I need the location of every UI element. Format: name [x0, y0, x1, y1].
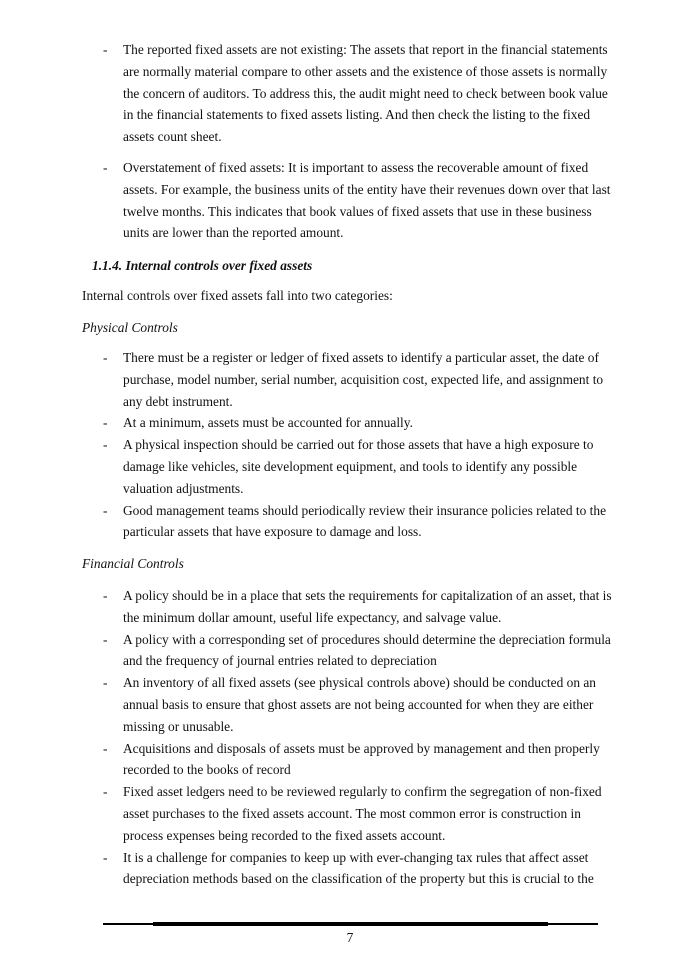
dash-bullet: - — [103, 740, 108, 756]
list-item — [0, 585, 700, 629]
fixed-asset-risks-list — [0, 39, 700, 244]
intro-paragraph: Internal controls over fixed assets fall into two categories: — [82, 288, 393, 303]
list-item — [0, 412, 700, 434]
physical-controls-title: Physical Controls — [82, 320, 178, 335]
dash-bullet: - — [103, 502, 108, 518]
dash-bullet: - — [103, 437, 108, 453]
list-item-text: Overstatement of fixed assets: It is important to assess the recoverable amount of fixed assets. For example, the business units of the entity have their revenues down over that last twelve months. This indicates that book values of fixed assets that use in these business units are lower than the reported amount. — [123, 159, 611, 241]
list-item — [0, 672, 700, 737]
list-item — [0, 157, 700, 244]
dash-bullet: - — [103, 42, 108, 57]
financial-controls-title: Financial Controls — [82, 556, 184, 571]
list-item — [0, 629, 700, 673]
dash-bullet: - — [103, 631, 108, 647]
physical-controls-list — [0, 347, 700, 543]
list-item — [0, 347, 700, 412]
dash-bullet: - — [103, 849, 108, 865]
page-number: 7 — [346, 930, 354, 945]
dash-bullet: - — [103, 588, 108, 603]
financial-controls-list — [0, 585, 700, 890]
list-item-text: Good management teams should periodically review their insurance policies related to the particular assets that have exposure to damage and loss. — [123, 502, 607, 540]
footer-rule — [103, 923, 598, 925]
list-item-text: A physical inspection should be carried out for those assets that have a high exposure to damage like vehicles, site development equipment, and tools to identify any possible valuation adjustments. — [123, 437, 594, 496]
list-item-text: At a minimum, assets must be accounted for annually. — [123, 415, 413, 431]
list-item — [0, 781, 700, 846]
dash-bullet: - — [103, 675, 108, 691]
list-item — [0, 500, 700, 544]
list-item-text: A policy should be in a place that sets the requirements for capitalization of an asset, that is the minimum dollar amount, useful life expectancy, and salvage value. — [123, 588, 612, 625]
list-item — [0, 434, 700, 499]
list-item-text: It is a challenge for companies to keep up with ever-changing tax rules that affect asset depreciation methods based on the classification of the property but this is crucial to the — [123, 849, 594, 887]
list-item — [0, 39, 700, 148]
list-item-text: There must be a register or ledger of fixed assets to identify a particular asset, the date of purchase, model number, serial number, acquisition cost, expected life, and assignment to any debt instrument. — [123, 350, 604, 409]
list-item-text: Acquisitions and disposals of assets must be approved by management and then properly recorded to the books of record — [123, 740, 600, 778]
list-item-text: An inventory of all fixed assets (see physical controls above) should be conducted on an annual basis to ensure that ghost assets are not being accounted for when they are either missing or unusable. — [123, 675, 597, 734]
list-item-text: The reported fixed assets are not existing: The assets that report in the financial statements are normally material compare to other assets and the existence of those assets is normally the concern of auditors. To address this, the audit might need to check between book value in the financial statements to fixed assets listing. And then check the listing to the fixed assets count sheet. — [123, 42, 608, 145]
dash-bullet: - — [103, 159, 108, 175]
list-item — [0, 738, 700, 782]
dash-bullet: - — [103, 784, 108, 800]
footer-rule-thick — [153, 922, 548, 926]
dash-bullet: - — [103, 350, 108, 365]
list-item — [0, 847, 700, 891]
list-item-text: A policy with a corresponding set of procedures should determine the depreciation formula and the frequency of journal entries related to depreciation — [123, 631, 611, 669]
list-item-text: Fixed asset ledgers need to be reviewed regularly to confirm the segregation of non-fixed asset purchases to the fixed assets account. The most common error is construction in process expenses being recorded to the fixed assets account. — [123, 784, 602, 843]
dash-bullet: - — [103, 415, 108, 431]
section-heading: 1.1.4. Internal controls over fixed assets — [92, 258, 313, 273]
